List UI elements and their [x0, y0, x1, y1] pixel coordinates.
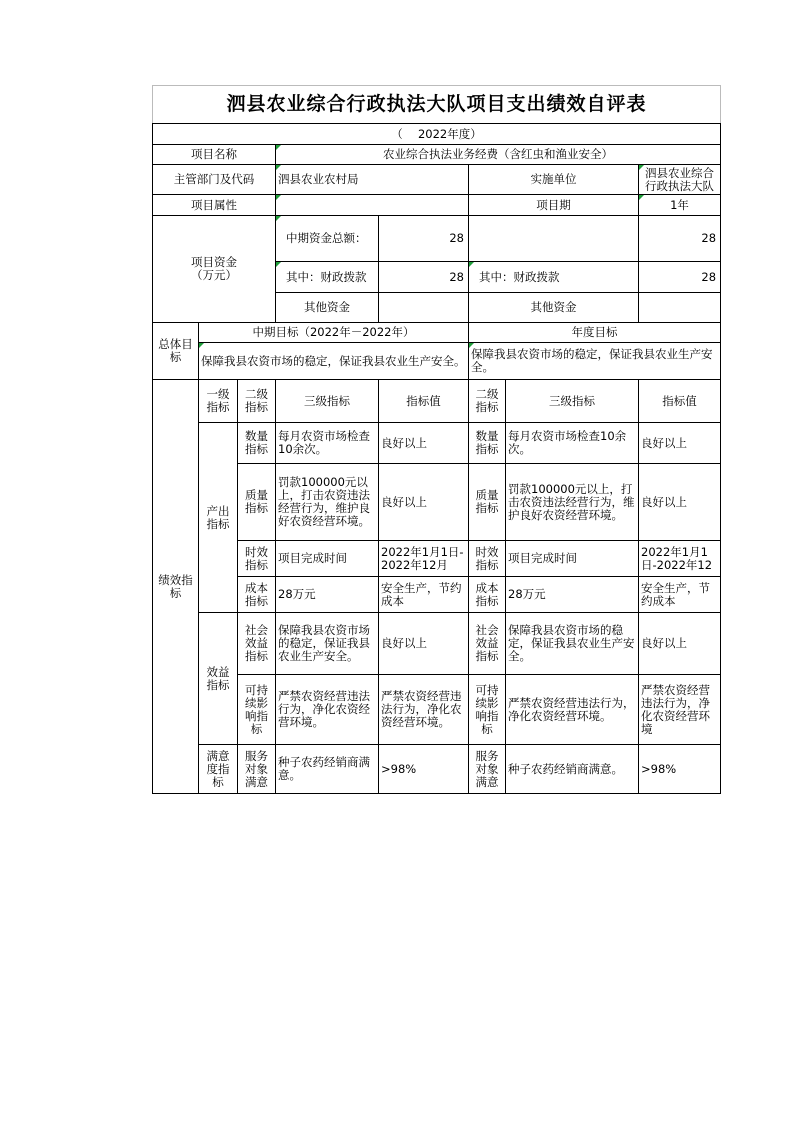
row-value: 良好以上 [379, 464, 469, 541]
funds-other-label: 其他资金 [276, 293, 379, 323]
satisfaction-indicator-label: 满意度指标 [199, 745, 238, 794]
funds-total-label: 中期资金总额： [276, 216, 379, 262]
header-level3: 三级指标 [276, 380, 379, 423]
row-value-annual: 严禁农资经营违法行为，净化农资经营环境 [639, 675, 721, 745]
funds-fiscal-annual: 28 [639, 262, 721, 293]
row-level3: 每月农资市场检查10余次。 [276, 423, 379, 464]
header-level1: 一级指标 [199, 380, 238, 423]
row-level2-annual: 数量指标 [469, 423, 506, 464]
row-level3: 种子农药经销商满意。 [276, 745, 379, 794]
impl-value: 泗县农业综合行政执法大队 [639, 165, 721, 195]
attr-label: 项目属性 [153, 195, 276, 216]
benefit-indicator-label: 效益指标 [199, 613, 238, 745]
attr-value [276, 195, 469, 216]
funds-other-annual-label: 其他资金 [469, 293, 639, 323]
funds-other-annual [639, 293, 721, 323]
funds-label: 项目资金 （万元） [153, 216, 276, 323]
perf-label: 绩效指标 [153, 380, 199, 794]
overall-mid-header: 中期目标（2022年－2022年） [199, 323, 469, 343]
row-level2: 质量指标 [238, 464, 276, 541]
period-label: 项目期 [469, 195, 639, 216]
funds-fiscal-annual-label: 其中：财政拨款 [469, 262, 639, 293]
table-row [153, 745, 721, 794]
funds-fiscal-mid: 28 [379, 262, 469, 293]
row-level3-annual: 罚款100000元以上，打击农资违法经营行为，维护良好农资经营环境。 [506, 464, 639, 541]
page-title: 泗县农业综合行政执法大队项目支出绩效自评表 [153, 86, 721, 124]
row-level3: 严禁农资经营违法行为，净化农资经营环境。 [276, 675, 379, 745]
row-level3: 罚款100000元以上，打击农资违法经营行为，维护良好农资经营环境。 [276, 464, 379, 541]
header-value-annual: 指标值 [639, 380, 721, 423]
overall-mid-text: 保障我县农资市场的稳定，保证我县农业生产安全。 [199, 343, 469, 380]
table-row [153, 613, 721, 675]
funds-total-mid: 28 [379, 216, 469, 262]
row-level2: 数量指标 [238, 423, 276, 464]
funds-total-annual: 28 [639, 216, 721, 262]
funds-other-mid [379, 293, 469, 323]
row-level2-annual: 时效指标 [469, 541, 506, 577]
row-value: 良好以上 [379, 613, 469, 675]
dept-value: 泗县农业农村局 [276, 165, 469, 195]
row-level2: 成本指标 [238, 577, 276, 613]
project-name-label: 项目名称 [153, 145, 276, 165]
header-level2: 二级指标 [238, 380, 276, 423]
project-name-value: 农业综合执法业务经费（含红虫和渔业安全） [276, 145, 721, 165]
row-value: 严禁农资经营违法行为，净化农资经营环境。 [379, 675, 469, 745]
row-level3-annual: 种子农药经销商满意。 [506, 745, 639, 794]
row-level3-annual: 28万元 [506, 577, 639, 613]
row-level2-annual: 可持续影响指标 [469, 675, 506, 745]
table-row [153, 541, 721, 577]
row-level3: 28万元 [276, 577, 379, 613]
row-value: 2022年1月1日-2022年12月 [379, 541, 469, 577]
row-value-annual: 安全生产，节约成本 [639, 577, 721, 613]
row-level3: 保障我县农资市场的稳定，保证我县农业生产安全。 [276, 613, 379, 675]
row-level3-annual: 严禁农资经营违法行为，净化农资经营环境。 [506, 675, 639, 745]
impl-label: 实施单位 [469, 165, 639, 195]
period-value: 1年 [639, 195, 721, 216]
row-value-annual: 良好以上 [639, 423, 721, 464]
row-value-annual: 良好以上 [639, 464, 721, 541]
row-level2-annual: 质量指标 [469, 464, 506, 541]
row-level3: 项目完成时间 [276, 541, 379, 577]
funds-fiscal-label: 其中：财政拨款 [276, 262, 379, 293]
evaluation-table [152, 85, 721, 794]
row-level3-annual: 项目完成时间 [506, 541, 639, 577]
header-level3-annual: 三级指标 [506, 380, 639, 423]
dept-label: 主管部门及代码 [153, 165, 276, 195]
row-level3-annual: 每月农资市场检查10余次。 [506, 423, 639, 464]
table-row [153, 675, 721, 745]
row-value-annual: 良好以上 [639, 613, 721, 675]
row-level2: 社会效益指标 [238, 613, 276, 675]
row-value: >98% [379, 745, 469, 794]
year-label: （ 2022年度） [153, 124, 721, 145]
row-value: 良好以上 [379, 423, 469, 464]
table-row [153, 464, 721, 541]
header-level2-annual: 二级指标 [469, 380, 506, 423]
row-level3-annual: 保障我县农资市场的稳定，保证我县农业生产安全。 [506, 613, 639, 675]
row-level2: 时效指标 [238, 541, 276, 577]
overall-annual-text: 保障我县农资市场的稳定，保证我县农业生产安全。 [469, 343, 721, 380]
row-value-annual: 2022年1月1日-2022年12 [639, 541, 721, 577]
row-value-annual: >98% [639, 745, 721, 794]
header-value: 指标值 [379, 380, 469, 423]
row-value: 安全生产，节约成本 [379, 577, 469, 613]
evaluation-sheet [152, 85, 720, 794]
row-level2-annual: 社会效益指标 [469, 613, 506, 675]
row-level2-annual: 成本指标 [469, 577, 506, 613]
row-level2-annual: 服务对象满意 [469, 745, 506, 794]
output-indicator-label: 产出指标 [199, 423, 238, 613]
row-level2: 可持续影响指标 [238, 675, 276, 745]
row-level2: 服务对象满意 [238, 745, 276, 794]
table-row [153, 577, 721, 613]
funds-total-annual-label [469, 216, 639, 262]
table-row [153, 423, 721, 464]
overall-goal-label: 总体目标 [153, 323, 199, 380]
overall-annual-header: 年度目标 [469, 323, 721, 343]
